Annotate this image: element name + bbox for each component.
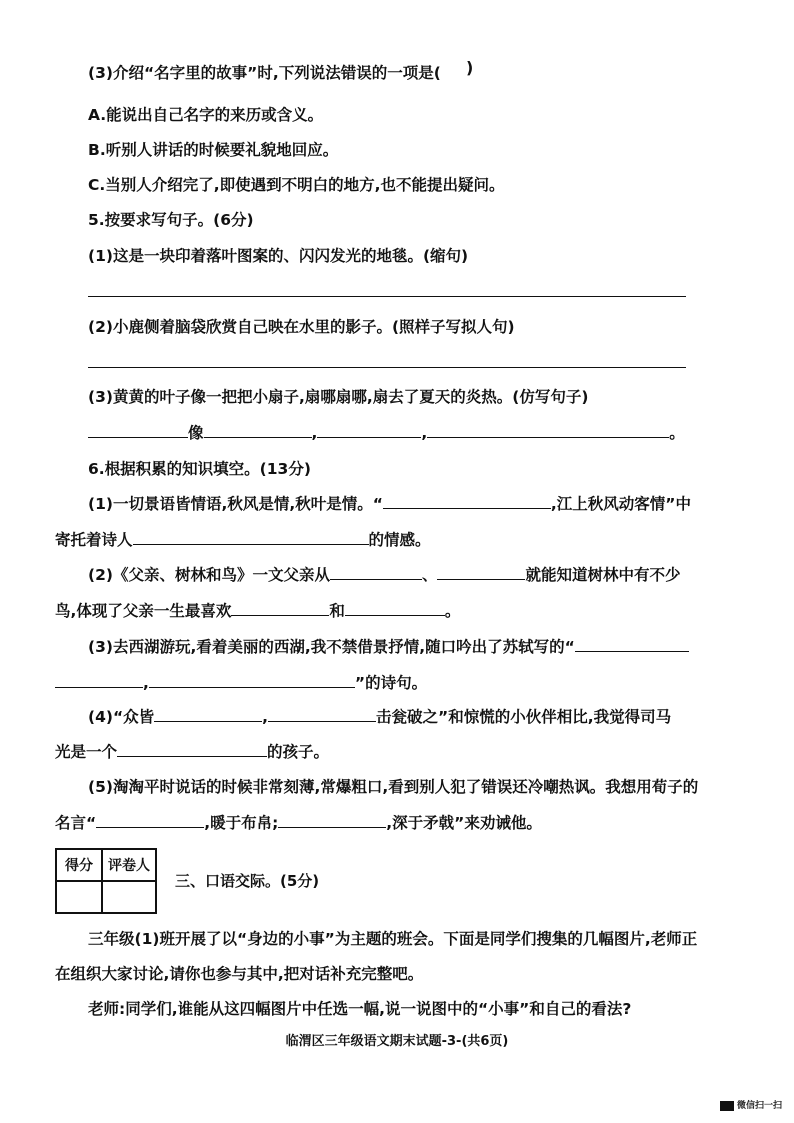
q4-sub3-text: (3)介绍“名字里的故事”时,下列说法错误的一项是( (88, 64, 441, 82)
period: 。 (669, 424, 685, 442)
q6-item-5-line-2 (55, 812, 794, 834)
text: , (143, 674, 149, 692)
text: 的情感。 (368, 531, 431, 549)
blank[interactable] (204, 422, 312, 438)
blank[interactable] (117, 741, 267, 757)
page-footer: 临渭区三年级语文期末试题-3-(共6页) (285, 1034, 509, 1049)
q4-option-b: B.听别人讲话的时候要礼貌地回应。 (88, 141, 339, 159)
text: ,深于矛戟”来劝诫他。 (386, 814, 542, 832)
score-table (55, 848, 157, 914)
q6-item-2-line-1 (88, 564, 794, 586)
text: 击瓮破之”和惊慌的小伙伴相比,我觉得司马 (376, 708, 672, 726)
text: 和 (329, 602, 345, 620)
q4-sub3-close-paren: ) (466, 58, 474, 77)
score-cell[interactable] (56, 881, 102, 913)
q5-answer-line-1[interactable] (88, 296, 686, 297)
qr-icon (720, 1101, 734, 1111)
text: ,江上秋风动客情”中 (550, 495, 691, 513)
q6-item-4-line-1 (88, 706, 794, 728)
blank[interactable] (154, 706, 262, 722)
q5-sentence-1: (1)这是一块印着落叶图案的、闪闪发光的地毯。(缩句) (88, 247, 469, 265)
q5-answer-line-2[interactable] (88, 367, 686, 368)
text: 就能知道树林中有不少 (525, 566, 681, 584)
blank[interactable] (317, 422, 421, 438)
blank[interactable] (231, 600, 329, 616)
word-like: 像 (188, 424, 204, 442)
q6-item-2-line-2 (55, 600, 794, 622)
blank[interactable] (575, 636, 689, 652)
blank[interactable] (96, 812, 204, 828)
q6-item-1-line-1 (88, 493, 794, 515)
q6-item-1-line-2 (55, 529, 794, 551)
blank[interactable] (437, 564, 525, 580)
corner-text: 微信扫一扫 (736, 1101, 782, 1111)
q5-sentence-2: (2)小鹿侧着脑袋欣赏自己映在水里的影子。(照样子写拟人句) (88, 318, 515, 336)
blank[interactable] (427, 422, 669, 438)
blank[interactable] (383, 493, 551, 509)
blank[interactable] (149, 672, 355, 688)
q5-sentence-3: (3)黄黄的叶子像一把把小扇子,扇哪扇哪,扇去了夏天的炎热。(仿写句子) (88, 388, 589, 406)
text: 的孩子。 (267, 743, 330, 761)
text: 寄托着诗人 (55, 531, 133, 549)
q4-option-c: C.当别人介绍完了,即使遇到不明白的地方,也不能提出疑问。 (88, 176, 505, 194)
blank[interactable] (88, 422, 188, 438)
section3-paragraph-3: 老师:同学们,谁能从这四幅图片中任选一幅,说一说图中的“小事”和自己的看法? (88, 1000, 632, 1018)
blank[interactable] (278, 812, 386, 828)
q5-title: 5.按要求写句子。(6分) (88, 211, 254, 229)
text: ”的诗句。 (354, 674, 428, 692)
blank[interactable] (268, 706, 376, 722)
corner-watermark (720, 1098, 782, 1111)
comma: , (311, 424, 318, 442)
text: 名言“ (55, 814, 97, 832)
text: (4)“众皆 (88, 708, 155, 726)
text: (1)一切景语皆情语,秋风是情,秋叶是情。“ (88, 495, 383, 513)
blank[interactable] (55, 672, 143, 688)
text: 。 (444, 602, 461, 620)
q6-item-5-line-1: (5)淘淘平时说话的时候非常刻薄,常爆粗口,看到别人犯了错误还冷嘲热讽。我想用荀子的 (88, 778, 699, 796)
section3-paragraph-1: 三年级(1)班开展了以“身边的小事”为主题的班会。下面是同学们搜集的几幅图片,老师正 (88, 930, 698, 948)
blank[interactable] (133, 529, 369, 545)
q6-item-4-line-2 (55, 741, 794, 763)
text: , (262, 708, 269, 726)
text: 、 (421, 566, 438, 584)
score-header: 得分 (56, 849, 102, 881)
text: 鸟,体现了父亲一生最喜欢 (55, 602, 232, 620)
q6-item-3-line-1 (88, 636, 794, 658)
blank[interactable] (345, 600, 445, 616)
text: (3)去西湖游玩,看着美丽的西湖,我不禁借景抒情,随口吟出了苏轼写的“ (88, 638, 575, 656)
text: ,暖于布帛; (204, 814, 279, 832)
text: (2)《父亲、树林和鸟》一文父亲从 (88, 566, 330, 584)
comma: , (421, 424, 428, 442)
section3-paragraph-2: 在组织大家讨论,请你也参与其中,把对话补充完整吧。 (55, 965, 424, 983)
q6-item-3-line-2 (55, 672, 794, 694)
q4-option-a: A.能说出自己名字的来历或含义。 (88, 106, 324, 124)
q5-imitation-row (88, 422, 794, 444)
blank[interactable] (330, 564, 422, 580)
grader-cell[interactable] (102, 881, 156, 913)
q6-title: 6.根据积累的知识填空。(13分) (88, 460, 311, 478)
section3-title: 三、口语交际。(5分) (175, 872, 320, 890)
text: 光是一个 (55, 743, 118, 761)
grader-header: 评卷人 (102, 849, 156, 881)
